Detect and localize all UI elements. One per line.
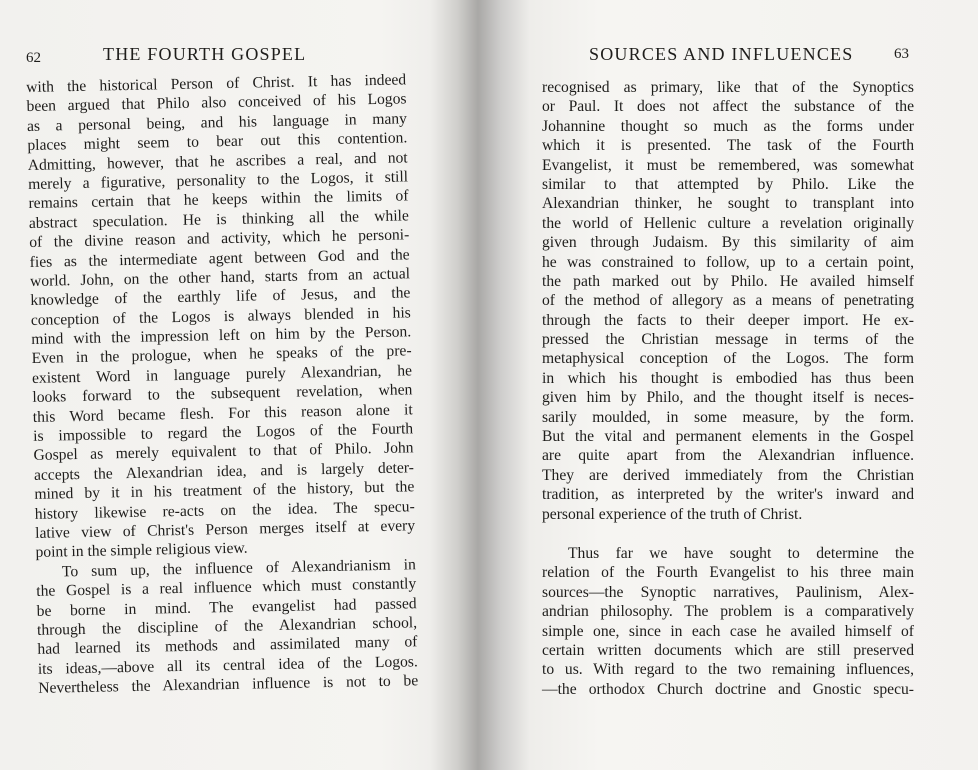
text-line: through the discipline of the Alexandrian school, (36, 614, 418, 639)
left-page (0, 0, 465, 770)
text-line: recognised as primary, like that of the Synoptics (542, 79, 914, 96)
running-head: SOURCES AND INFLUENCES (589, 44, 854, 64)
text-line: given through Judaism. By this similarity of aim (542, 234, 914, 252)
body-text (542, 78, 914, 699)
right-page (492, 0, 978, 770)
text-line: pressed the Christian message in terms of the (542, 331, 914, 349)
text-line: mind with the impression left on him by the Person. (31, 323, 412, 349)
text-line: lative view of Christ's Person merges itself at every (34, 517, 416, 542)
text-line: as a personal being, and his language in many (26, 110, 408, 135)
text-line: mined by it in his treatment of the history, but the (34, 478, 415, 504)
text-line: knowledge of the earthly life of Jesus, and the (30, 284, 411, 310)
text-line: remains certain that he keeps within the limits of (28, 187, 409, 213)
text-line: the world of Hellenic culture a revelation originally (542, 214, 914, 232)
text-line: fies as the intermediate agent between God and the (29, 245, 410, 271)
text-line: its ideas,—above all its central idea of the Logos. (37, 652, 418, 678)
text-line: conception of the Logos is always blended in his (30, 304, 411, 329)
text-line: Even in the prologue, when he speaks of the pre- (31, 342, 412, 368)
text-line: which it is presented. The task of the Fourth (542, 137, 914, 155)
text-line: To sum up, the influence of Alexandrianism in (61, 556, 417, 581)
text-line: the path marked out by Philo. He availed himself (542, 272, 914, 290)
text-line: been argued that Philo also conceived of his Logos (26, 90, 407, 116)
text-line: of the divine reason and activity, which he personi- (29, 226, 410, 252)
text-line: Gospel as merely equivalent to that of Philo. John (33, 439, 414, 465)
text-line: point in the simple religious view. (35, 540, 248, 562)
text-line: accepts the Alexandrian idea, and is largely deter- (33, 459, 415, 484)
text-line: world. John, on the other hand, starts from an actual (29, 265, 411, 290)
text-line: in which his thought is embodied has thus been (542, 369, 914, 387)
text-line: —the orthodox Church doctrine and Gnostic specu- (542, 680, 914, 698)
text-line: abstract speculation. He is thinking all the while (28, 207, 410, 232)
text-line: this Word became flesh. For this reason alone it (32, 400, 413, 426)
text-line: places might seem to bear out this contention. (27, 129, 408, 155)
text-line: is impossible to regard the Logos of the Fourth (33, 420, 414, 445)
text-line: he was constrained to follow, up to a certain point, (542, 253, 914, 271)
text-line: personal experience of the truth of Christ. (542, 505, 803, 523)
text-line: Evangelist, it must be remembered, was somewhat (542, 156, 914, 174)
text-line: simple one, since in each case he availed himself of (542, 622, 914, 640)
text-line: sources—the Synoptic narratives, Paulinism, Alex- (542, 583, 914, 601)
text-line: They are derived immediately from the Christian (542, 466, 914, 484)
text-line: Thus far we have sought to determine the (568, 544, 914, 562)
text-line: given him by Philo, and the thought itself is neces- (542, 389, 914, 407)
body-text (26, 70, 418, 698)
text-line: history likewise re-acts on the idea. The specu- (34, 497, 415, 523)
text-line: existent Word in language purely Alexandrian, he (31, 362, 413, 387)
text-line: similar to that attempted by Philo. Like the (542, 175, 914, 193)
text-line: looks forward to the subsequent revelation, when (32, 381, 413, 407)
text-line: be borne in mind. The evangelist had passed (36, 594, 417, 620)
text-line: of the method of allegory as a means of penetrating (542, 292, 914, 310)
text-line: Nevertheless the Alexandrian influence is not to be (38, 672, 419, 697)
text-line: are quite apart from the Alexandrian influence. (542, 447, 914, 465)
text-line: to us. With regard to the two remaining influences, (542, 661, 914, 679)
text-line: Alexandrian thinker, he sought to transplant into (542, 195, 914, 213)
paragraph-break (542, 524, 914, 544)
text-line: metaphysical conception of the Logos. The form (542, 350, 914, 368)
text-line: certain written documents which are still preserved (542, 641, 914, 659)
page-number: 63 (894, 46, 909, 62)
text-line: or Paul. It does not affect the substance of the (542, 98, 914, 116)
text-line: through the facts to their deeper import. He ex- (542, 311, 914, 329)
text-line: andrian philosophy. The problem is a comparatively (542, 603, 914, 621)
page-number: 62 (26, 50, 41, 66)
text-line: merely a figurative, personality to the Logos, it still (27, 168, 409, 193)
text-line: Admitting, however, that he ascribes a real, and not (27, 148, 408, 174)
text-line: with the historical Person of Christ. It has indeed (26, 71, 407, 96)
text-line: But the vital and permanent elements in the Gospel (542, 428, 914, 446)
text-line: relation of the Fourth Evangelist to his three main (542, 564, 914, 582)
text-line: Johannine thought so much as the forms under (542, 117, 914, 135)
text-line: had learned its methods and assimilated many of (37, 633, 418, 659)
text-line: the Gospel is a real influence which must constantly (36, 575, 417, 601)
text-line: sarily moulded, in some measure, by the form. (542, 408, 914, 426)
running-head: THE FOURTH GOSPEL (103, 44, 307, 64)
text-line: tradition, as interpreted by the writer's inward and (542, 486, 914, 504)
